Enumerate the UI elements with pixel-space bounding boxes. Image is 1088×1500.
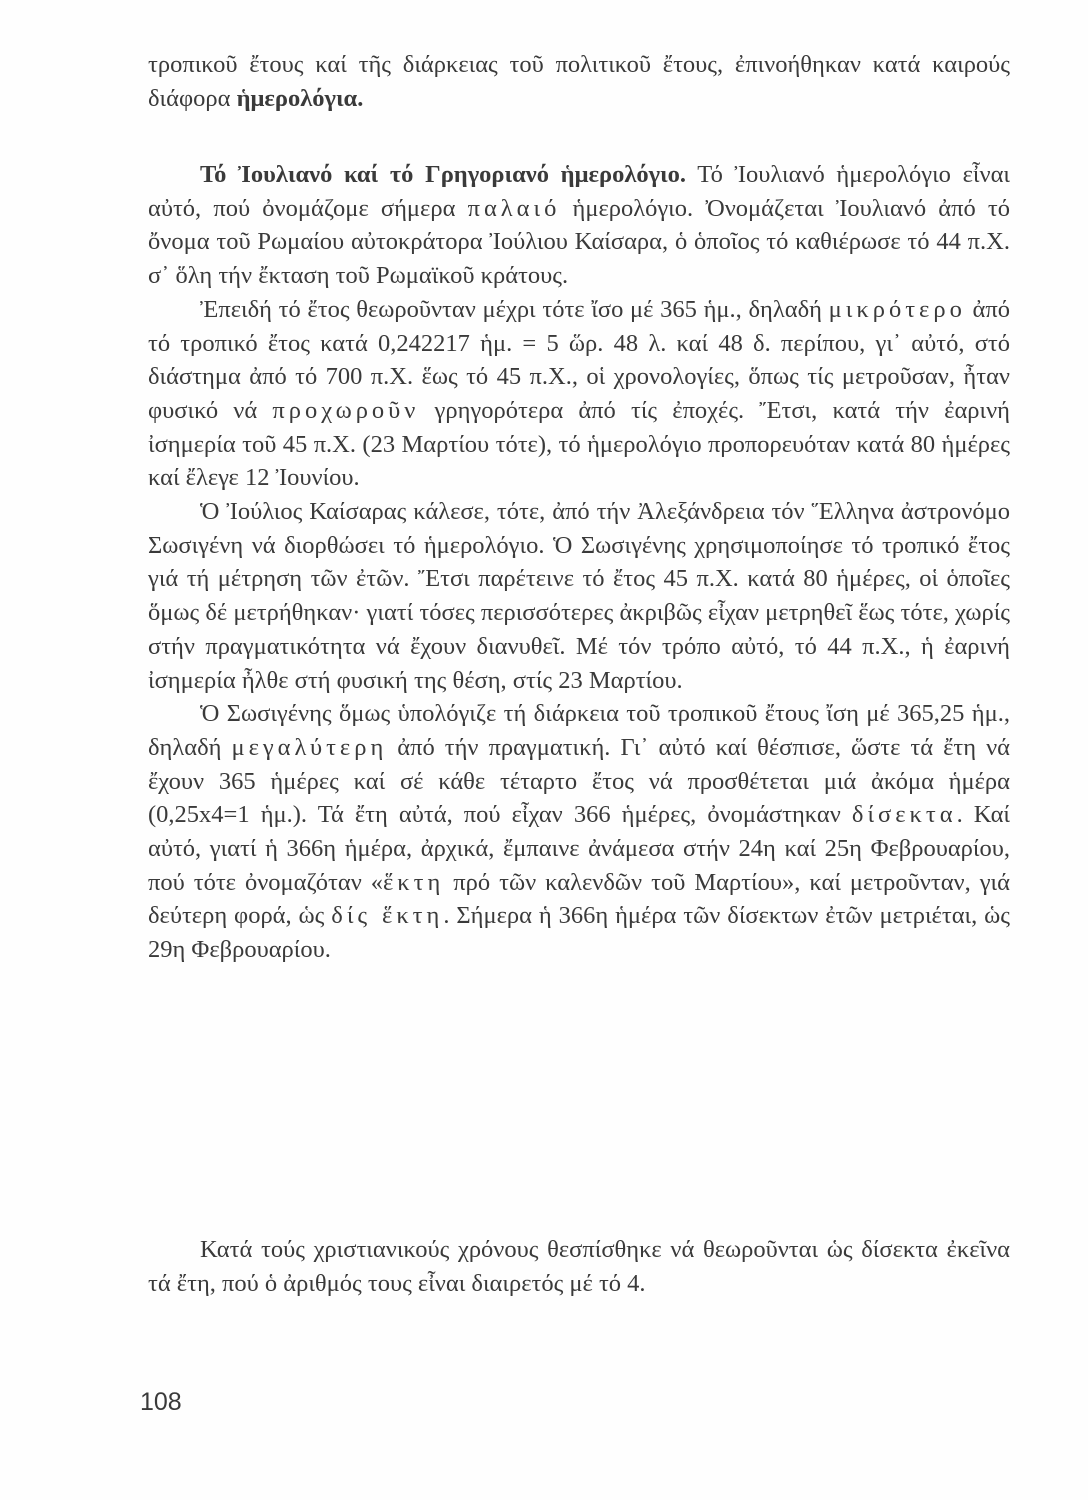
closing-paragraph: Κατά τούς χριστιανικούς χρόνους θεσπίσθηκε νά θεωροῦνται ὡς δίσεκτα ἐκεῖνα τά ἔτη, πού ὁ ἀριθμός τους εἶναι διαιρετός μέ τό 4.: [148, 1236, 1010, 1297]
p4-part-a: Ὁ Σωσιγένης ὅμως ὑπολόγιζε τή διάρκεια τοῦ τροπικοῦ ἔτους ἴση μέ 365,25 ἡμ., δηλαδή: [148, 700, 1010, 761]
p2-spaced-term-1: μικρότερο: [828, 295, 966, 323]
intro-text: [148, 48, 1010, 115]
p4-part-d: πρό τῶν καλενδῶν τοῦ Μαρτίου», καί μετροῦνταν, γιά δεύτερη φορά, ὡς: [148, 868, 1010, 930]
section-paragraph-1: [148, 158, 1010, 293]
intro-bold-term: ἡμερολόγια.: [236, 84, 364, 112]
intro-paragraph: [148, 48, 1010, 115]
intro-text-before: τροπικοῦ ἔτους καί τῆς διάρκειας τοῦ πολιτικοῦ ἔτους, ἐπινοήθηκαν κατά καιρούς διάφορα: [148, 51, 1010, 112]
section-paragraph-2: [148, 293, 1010, 495]
section-paragraph-3: Ὁ Ἰούλιος Καίσαρας κάλεσε, τότε, ἀπό τήν Ἀλεξάνδρεια τόν Ἕλληνα ἀστρονόμο Σωσιγένη νά διορθώσει τό ἡμερολόγιο. Ὁ Σωσιγένης χρησιμοποίησε τό τροπικό ἔτος γιά τή μέτρηση τῶν ἐτῶν. Ἔτσι παρέτεινε τό ἔτος 45 π.Χ. κατά 80 ἡμέρες, οἱ ὁποῖες ὅμως δέ μετρήθηκαν· γιατί τόσες περισσότερες ἀκριβῶς εἶχαν μετρηθεῖ ἕως τότε, χωρίς στήν πραγματικότητα νά ἔχουν διανυθεῖ. Μέ τόν τρόπο αὐτό, τό 44 π.Χ., ἡ ἐαρινή ἰσημερία ἦλθε στή φυσική της θέση, στίς 23 Μαρτίου.: [148, 498, 1010, 694]
p4-spaced-term-4: δίς ἕκτη: [331, 902, 444, 930]
p1-part-b: ἡμερολόγιο. Ὀνομάζεται Ἰουλιανό ἀπό τό ὄνομα τοῦ Ρωμαίου αὐτοκράτορα Ἰούλιου Καίσαρα, ὁ ὁποῖος τό καθιέρωσε τό 44 π.Χ. σ᾽ ὅλη τήν ἔκταση τοῦ Ρωμαϊκοῦ κράτους.: [148, 194, 1010, 290]
p4-spaced-term-2: δίσεκτα: [851, 801, 957, 829]
p2-part-c: γρηγορότερα ἀπό τίς ἐποχές. Ἔτσι, κατά τήν ἐαρινή ἰσημερία τοῦ 45 π.Χ. (23 Μαρτίου τότε), τό ἡμερολόγιο προπορευόταν κατά 80 ἡμέρες καί ἔλεγε 12 Ἰουνίου.: [148, 396, 1010, 492]
p4-spaced-term-1: μεγαλύτερη: [231, 733, 388, 761]
p1-part-a: Τό Ἰουλιανό ἡμερολόγιο εἶναι αὐτό, πού ὀνομάζομε σήμερα: [148, 161, 1010, 222]
p2-spaced-term-2: προχωροῦν: [272, 396, 420, 424]
p4-part-e: . Σήμερα ἡ 366η ἡμέρα τῶν δίσεκτων ἐτῶν μετριέται, ὡς 29η Φεβρουαρίου.: [148, 902, 1010, 964]
p4-part-b: ἀπό τήν πραγματική. Γι᾽ αὐτό καί θέσπισε, ὥστε τά ἔτη νά ἔχουν 365 ἡμέρες καί σέ κάθε τέταρτο ἔτος νά προσθέτεται μιά ἀκόμα ἡμέρα (0,25x4=1 ἡμ.). Τά ἔτη αὐτά, πού εἶχαν 366 ἡμέρες, ὀνομάστηκαν: [148, 733, 1010, 829]
p2-part-b: ἀπό τό τροπικό ἔτος κατά 0,242217 ἡμ. = 5 ὥρ. 48 λ. καί 48 δ. περίπου, γι᾽ αὐτό, στό διάστημα ἀπό τό 700 π.Χ. ἕως τό 45 π.Χ., οἱ χρονολογίες, ὅπως τίς μετροῦσαν, ἦταν φυσικό νά: [148, 295, 1010, 424]
p4-spaced-term-3: ἕκτη: [383, 868, 445, 896]
page-number: 108: [140, 1388, 182, 1416]
p1-spaced-term: παλαιό: [467, 194, 561, 222]
p2-part-a: Ἐπειδή τό ἔτος θεωροῦνταν μέχρι τότε ἴσο μέ 365 ἡμ., δηλαδή: [200, 295, 829, 323]
section-julian-gregorian: [148, 158, 1010, 967]
section-paragraph-4: [148, 697, 1010, 967]
section-heading: Τό Ἰουλιανό καί τό Γρηγοριανό ἡμερολόγιο.: [200, 161, 687, 188]
closing-paragraph-block: [148, 1233, 1010, 1300]
p4-part-c: . Καί αὐτό, γιατί ἡ 366η ἡμέρα, ἀρχικά, ἔμπαινε ἀνάμεσα στήν 24η καί 25η Φεβρουαρίου, πού τότε ὀνομαζόταν «: [148, 801, 1011, 896]
